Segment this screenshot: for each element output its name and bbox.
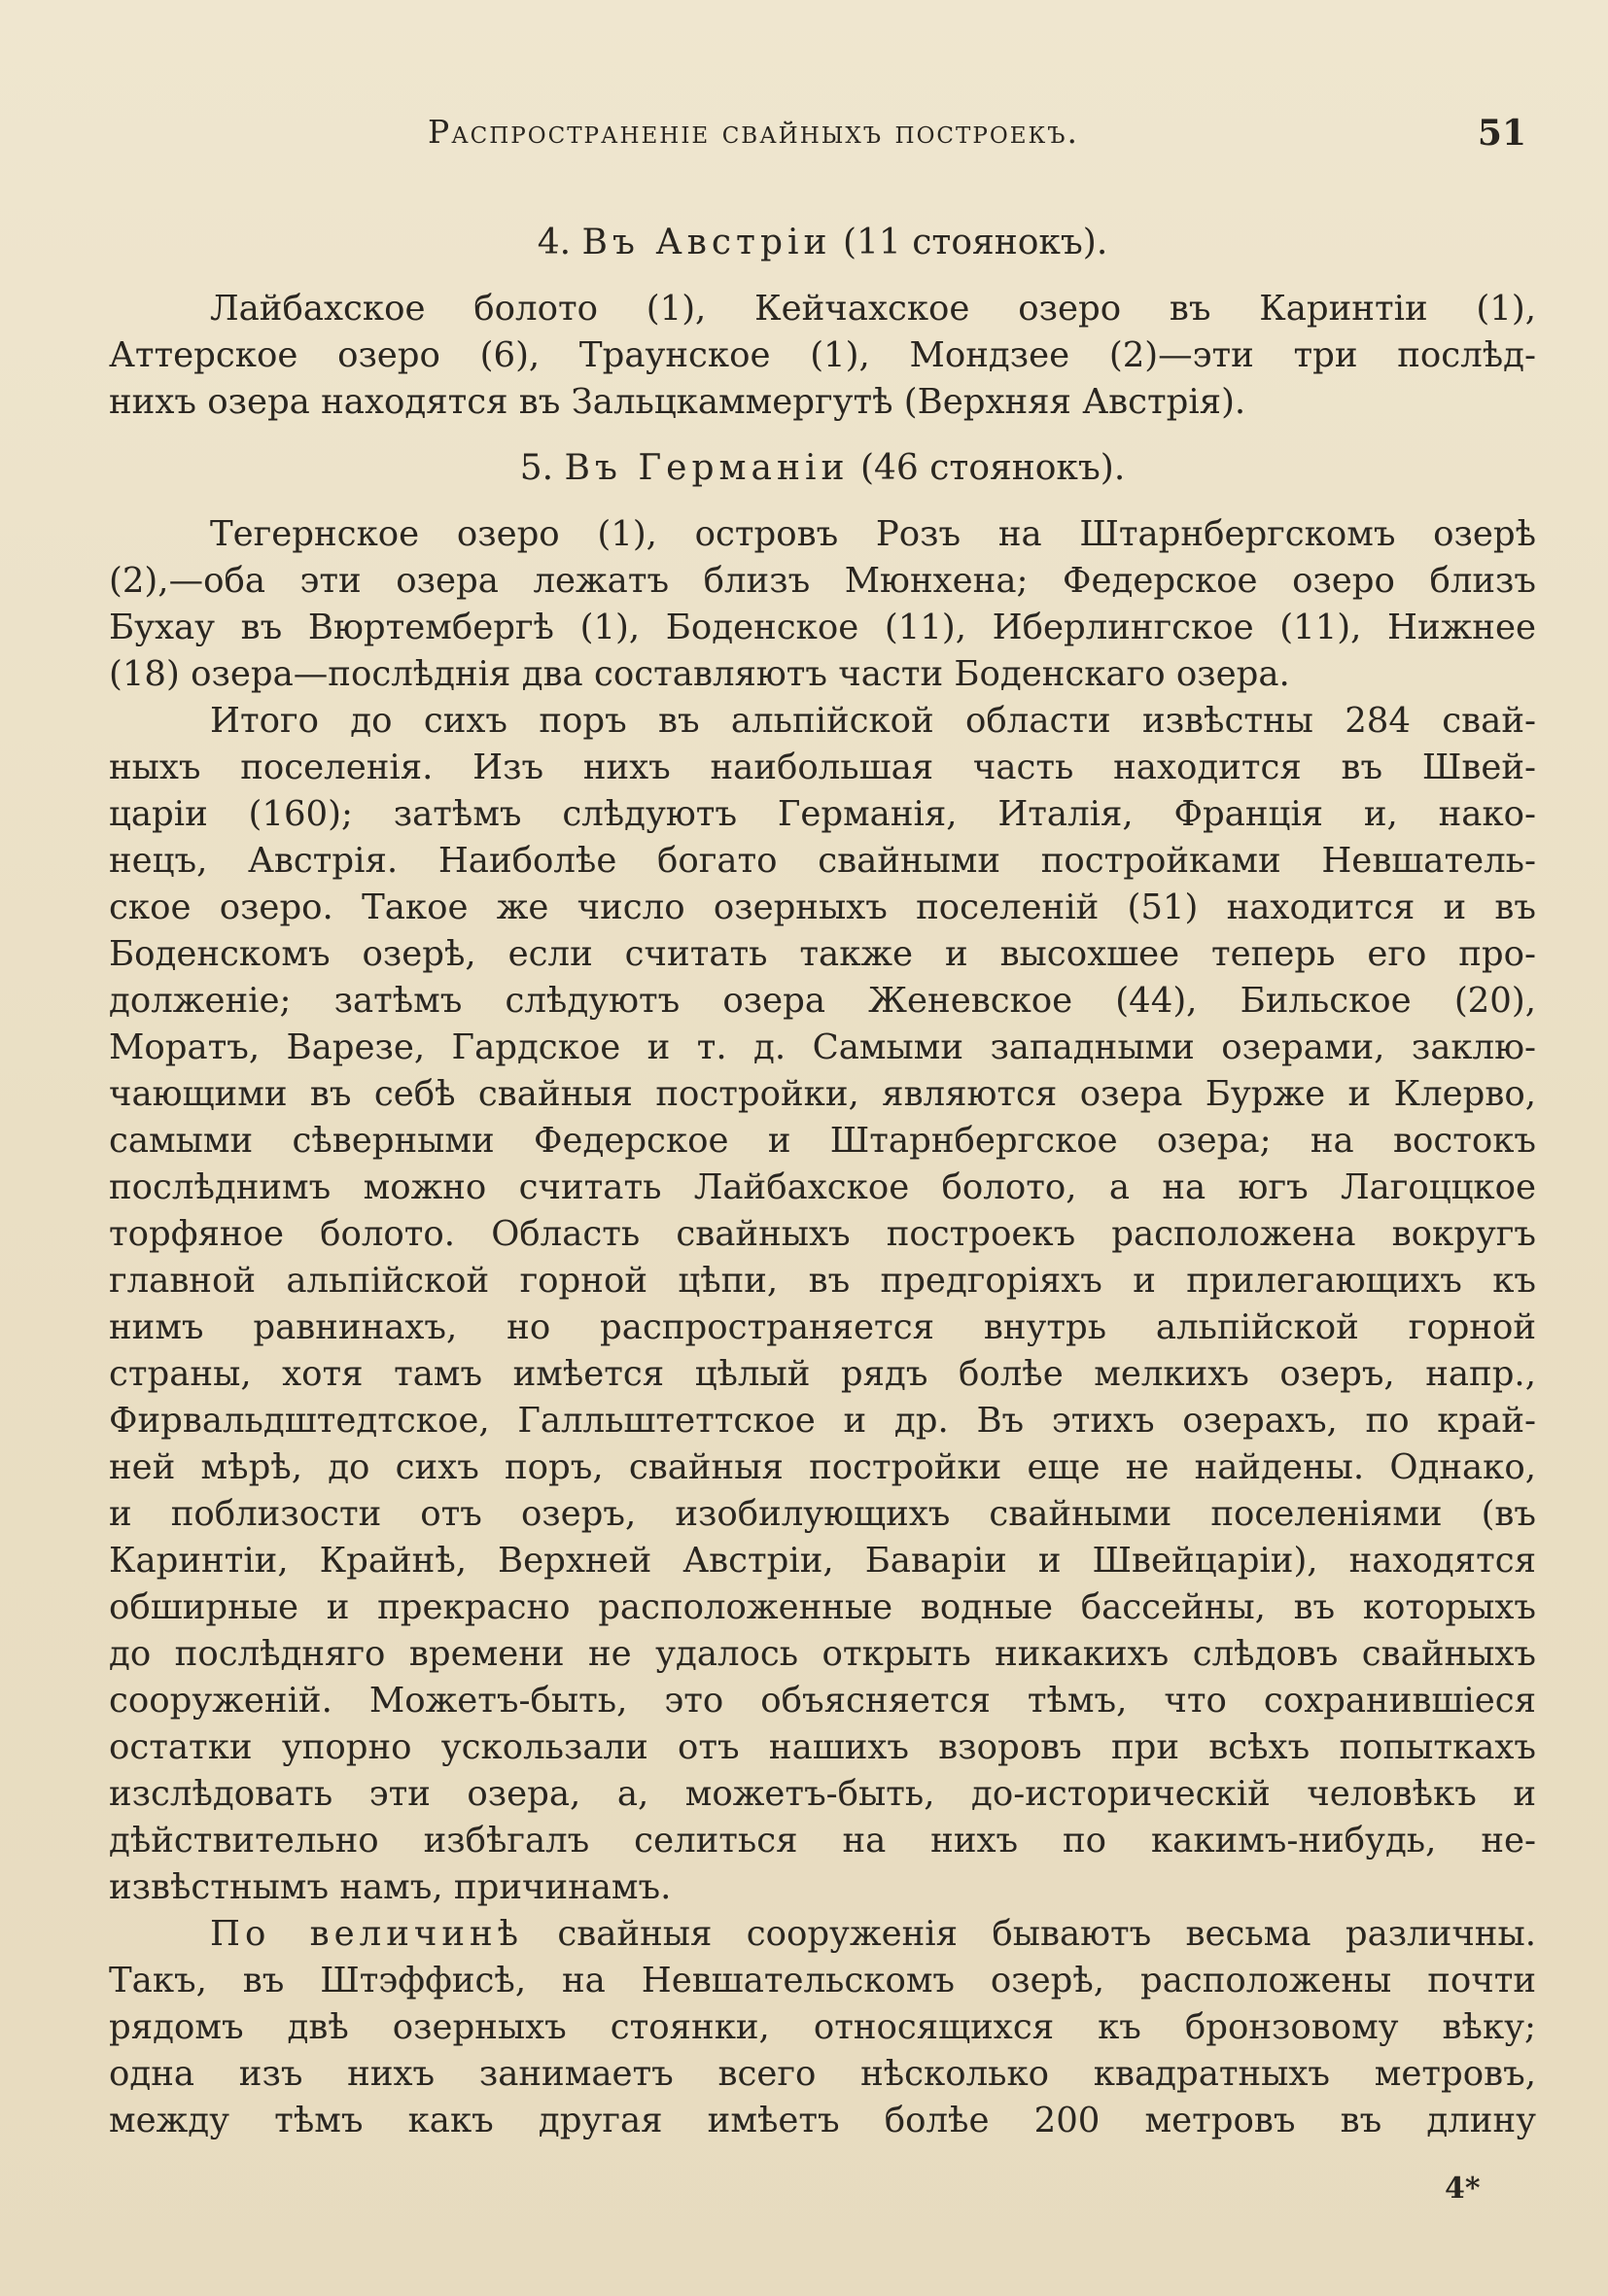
text-line: (2),—оба эти озера лежатъ близъ Мюнхена; Федерское озеро близъ xyxy=(109,561,1536,601)
text-line: Бухау въ Вюртембергѣ (1), Боденское (11), Иберлингское (11), Нижнее xyxy=(109,608,1536,647)
text-line: чающими въ себѣ свайныя постройки, являются озера Бурже и Клерво, xyxy=(109,1074,1536,1114)
text-line: Фирвальдштедтское, Галльштеттское и др. Въ этихъ озерахъ, по край- xyxy=(109,1401,1536,1441)
text-line: ское озеро. Такое же число озерныхъ поселеній (51) находится и въ xyxy=(109,887,1536,927)
body-text xyxy=(109,220,1536,2144)
text-line: царіи (160); затѣмъ слѣдуютъ Германія, Италія, Франція и, нако- xyxy=(109,794,1536,834)
text-line: Такъ, въ Штэффисѣ, на Невшательскомъ озерѣ, расположены почти xyxy=(109,1961,1536,2000)
text-line: сооруженій. Можетъ-быть, это объясняется тѣмъ, что сохранившіеся xyxy=(109,1681,1536,1721)
text-line: нихъ озера находятся въ Зальцкаммергутѣ (Верхняя Австрія). xyxy=(109,382,1246,422)
text-line: до послѣдняго времени не удалось открыть никакихъ слѣдовъ свайныхъ xyxy=(109,1634,1536,1674)
text-line: По величинѣ свайныя сооруженія бываютъ весьма различны. xyxy=(210,1914,1536,1954)
text-line: между тѣмъ какъ другая имѣетъ болѣе 200 метровъ въ длину xyxy=(109,2101,1536,2140)
text-line: (18) озера—послѣднія два составляютъ части Боденскаго озера. xyxy=(109,654,1290,694)
text-line: страны, хотя тамъ имѣется цѣлый рядъ болѣе мелкихъ озеръ, напр., xyxy=(109,1354,1536,1394)
text-line: и поблизости отъ озеръ, изобилующихъ свайными поселеніями (въ xyxy=(109,1494,1536,1534)
text-line: остатки упорно ускользали отъ нашихъ взоровъ при всѣхъ попыткахъ xyxy=(109,1727,1536,1767)
text-line: торфяное болото. Область свайныхъ построекъ расположена вокругъ xyxy=(109,1214,1536,1254)
section-heading-austria: 4. Въ Австріи (11 стоянокъ). xyxy=(537,223,1108,262)
text-line: нимъ равнинахъ, но распространяется внутрь альпійской горной xyxy=(109,1307,1536,1347)
signature-mark: 4* xyxy=(1445,2172,1481,2206)
text-line: извѣстнымъ намъ, причинамъ. xyxy=(109,1867,672,1907)
text-line: послѣднимъ можно считать Лайбахское болото, а на югъ Лагоццкое xyxy=(109,1167,1536,1207)
text-line: главной альпійской горной цѣпи, въ предгоріяхъ и прилегающихъ къ xyxy=(109,1261,1536,1301)
text-line: ней мѣрѣ, до сихъ поръ, свайныя постройки еще не найдены. Однако, xyxy=(109,1447,1536,1487)
text-line: нецъ, Австрія. Наиболѣе богато свайными постройками Невшатель- xyxy=(109,841,1536,881)
text-line: Боденскомъ озерѣ, если считать также и высохшее теперь его про- xyxy=(109,934,1536,974)
text-line: Итого до сихъ поръ въ альпійской области извѣстны 284 свай- xyxy=(210,701,1536,741)
section-heading-germany: 5. Въ Германіи (46 стоянокъ). xyxy=(519,448,1126,488)
text-line: изслѣдовать эти озера, а, можетъ-быть, до-историческій человѣкъ и xyxy=(109,1774,1536,1814)
text-line: долженіе; затѣмъ слѣдуютъ озера Женевское (44), Бильское (20), xyxy=(109,981,1536,1021)
text-line: рядомъ двѣ озерныхъ стоянки, относящихся къ бронзовому вѣку; xyxy=(109,2007,1536,2047)
text-line: Моратъ, Варезе, Гардское и т. д. Самыми западными озерами, заклю- xyxy=(109,1027,1536,1067)
running-title: Распространеніе свайныхъ построекъ. xyxy=(428,113,1080,151)
text-line: обширные и прекрасно расположенные водные бассейны, въ которыхъ xyxy=(109,1587,1536,1627)
text-line: ныхъ поселенія. Изъ нихъ наибольшая часть находится въ Швей- xyxy=(109,748,1536,787)
text-line: Аттерское озеро (6), Траунское (1), Мондзее (2)—эти три послѣд- xyxy=(109,335,1536,375)
text-line: Тегернское озеро (1), островъ Розъ на Штарнбергскомъ озерѣ xyxy=(210,514,1536,554)
text-line: самыми сѣверными Федерское и Штарнбергское озера; на востокъ xyxy=(109,1121,1536,1161)
text-line: Лайбахское болото (1), Кейчахское озеро въ Каринтіи (1), xyxy=(210,289,1536,329)
text-line: одна изъ нихъ занимаетъ всего нѣсколько квадратныхъ метровъ, xyxy=(109,2054,1536,2094)
page-header xyxy=(428,113,1526,161)
text-line: дѣйствительно избѣгалъ селиться на нихъ по какимъ-нибудь, не- xyxy=(109,1821,1536,1861)
page-number: 51 xyxy=(1477,113,1526,154)
text-line: Каринтіи, Крайнѣ, Верхней Австріи, Баваріи и Швейцаріи), находятся xyxy=(109,1541,1536,1581)
